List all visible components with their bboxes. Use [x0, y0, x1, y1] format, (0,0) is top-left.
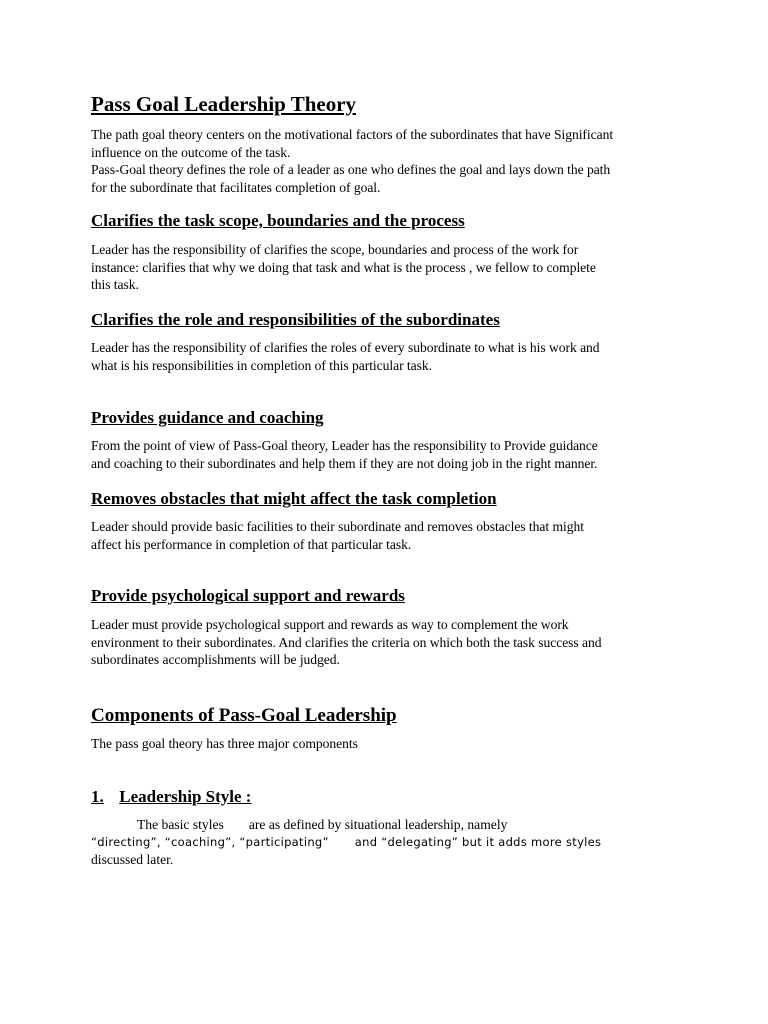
section-line: Leader should provide basic facilities to their subordinate and removes obstacles that might — [91, 519, 584, 534]
section-line: environment to their subordinates. And clarifies the criteria on which both the task success and — [91, 634, 602, 650]
section-line: From the point of view of Pass-Goal theory, Leader has the responsibility to Provide guidance — [91, 438, 598, 453]
component-1-heading — [91, 786, 681, 808]
styles-text-b: are as defined by situational leadership, namely — [248, 817, 508, 832]
section-heading: Clarifies the task scope, boundaries and the process — [91, 211, 465, 230]
intro-line: Pass-Goal theory defines the role of a leader as one who defines the goal and lays down the path — [91, 162, 611, 177]
section-clarifies-task-heading — [91, 210, 681, 232]
section-guidance-heading — [91, 407, 681, 429]
section-heading: Provide psychological support and rewards — [91, 586, 405, 605]
section-line: and coaching to their subordinates and help them if they are not doing job in the right manner. — [91, 455, 598, 471]
section-line: Leader has the responsibility of clarifies the scope, boundaries and process of the work for — [91, 242, 579, 257]
section-line: what is his responsibilities in completion of this particular task. — [91, 357, 432, 373]
section-line: Leader must provide psychological support and rewards as way to complement the work — [91, 617, 569, 632]
section-heading: Clarifies the role and responsibilities of the subordinates — [91, 310, 500, 329]
section-obstacles-body — [91, 518, 681, 553]
section-support-heading — [91, 585, 681, 607]
document-title-block — [91, 91, 681, 117]
section-line: subordinates accomplishments will be judged. — [91, 652, 340, 667]
section-heading: Provides guidance and coaching — [91, 408, 324, 427]
section-line: Leader has the responsibility of clarifies the roles of every subordinate to what is his work and — [91, 340, 600, 355]
page-title: Pass Goal Leadership Theory — [91, 92, 357, 116]
section-clarifies-role-heading — [91, 309, 681, 331]
section-support-body — [91, 616, 681, 669]
styles-text-c: “directing”, “coaching”, “participating” — [91, 835, 329, 849]
section-heading: Removes obstacles that might affect the task completion — [91, 489, 497, 508]
section-clarifies-task-body — [91, 241, 681, 294]
components-intro: The pass goal theory has three major components — [91, 736, 358, 751]
section-obstacles-heading — [91, 488, 681, 510]
components-intro-block — [91, 735, 681, 753]
list-number: 1. — [91, 787, 104, 806]
components-heading-block — [91, 703, 681, 729]
component-label: Leadership Style : — [119, 787, 252, 806]
section-line: this task. — [91, 277, 139, 292]
intro-line: for the subordinate that facilitates completion of goal. — [91, 179, 381, 195]
section-line: instance: clarifies that why we doing that task and what is the process , we fellow to complete — [91, 259, 596, 275]
intro-paragraph — [91, 126, 681, 196]
styles-text-a: The basic styles — [137, 817, 224, 832]
intro-line: influence on the outcome of the task. — [91, 144, 291, 160]
intro-line: The path goal theory centers on the motivational factors of the subordinates that have Significant — [91, 127, 614, 142]
components-heading: Components of Pass-Goal Leadership — [91, 705, 397, 726]
component-1-body — [91, 816, 681, 868]
section-clarifies-role-body — [91, 339, 681, 374]
styles-text-d: and “delegating” but it adds more styles — [354, 835, 602, 849]
section-line: affect his performance in completion of that particular task. — [91, 536, 412, 552]
styles-text-e: discussed later. — [91, 852, 174, 867]
section-guidance-body — [91, 437, 681, 472]
